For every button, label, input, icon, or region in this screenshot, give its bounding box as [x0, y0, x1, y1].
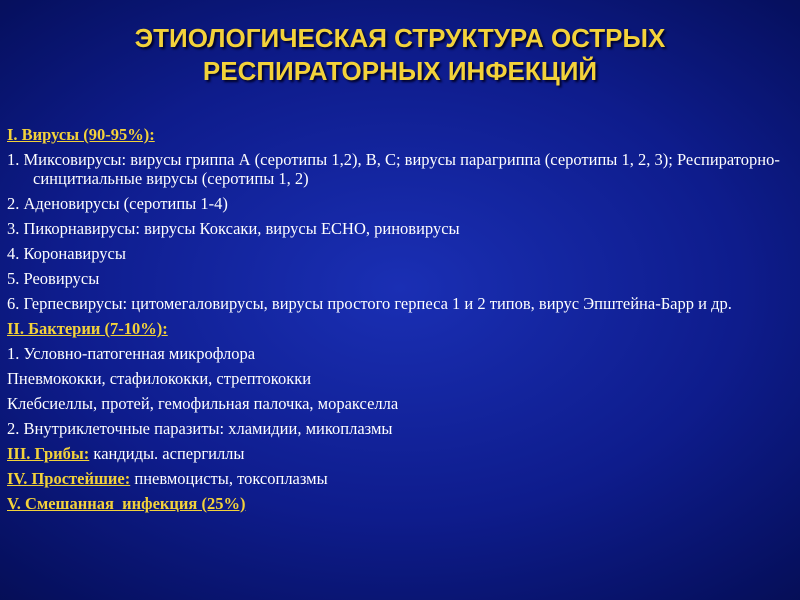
virus-item-adenoviruses: 2. Аденовирусы (серотипы 1-4) — [7, 194, 228, 213]
bacteria-heading — [7, 319, 793, 338]
virus-item-reoviruses: 5. Реовирусы — [7, 269, 100, 288]
slide-title — [0, 22, 800, 88]
virus-item-picornaviruses: 3. Пикорнавирусы: вирусы Коксаки, вирусы ЕСНО, риновирусы — [7, 219, 460, 238]
mixed-line — [7, 494, 793, 513]
bacteria-item-intracellular: 2. Внутриклеточные паразиты: хламидии, микоплазмы — [7, 419, 393, 438]
bacteria-item-opportunistic: 1. Условно-патогенная микрофлора — [7, 344, 256, 363]
virus-item-coronaviruses: 4. Коронавирусы — [7, 244, 126, 263]
bacteria-item-cocci: Пневмококки, стафилококки, стрептококки — [7, 369, 312, 388]
fungi-line — [7, 444, 793, 463]
slide-title-line-1: ЭТИОЛОГИЧЕСКАЯ СТРУКТУРА ОСТРЫХ — [134, 23, 666, 53]
fungi-text: кандиды. аспергиллы — [89, 444, 245, 463]
protozoa-text: пневмоцисты, токсоплазмы — [130, 469, 328, 488]
protozoa-heading: IV. Простейшие: — [7, 469, 131, 488]
virus-item-myxoviruses: 1. Миксовирусы: вирусы гриппа А (серотипы 1,2), В, С; вирусы парагриппа (серотипы 1, 2, 3); Респираторно-синцитиальные вирусы (серотипы 1, 2) — [7, 150, 780, 188]
bacteria-heading-text: II. Бактерии (7-10%): — [7, 319, 168, 338]
virus-item-herpesviruses: 6. Герпесвирусы: цитомегаловирусы, вирусы простого герпеса 1 и 2 типов, вирус Эпштейна-Барр и др. — [7, 294, 732, 313]
slide-content — [7, 125, 793, 519]
mixed-heading: V. Смешанная инфекция (25%) — [7, 494, 246, 513]
slide-title-line-2: РЕСПИРАТОРНЫХ ИНФЕКЦИЙ — [202, 56, 598, 86]
protozoa-line — [7, 469, 793, 488]
fungi-heading: III. Грибы: — [7, 444, 90, 463]
viruses-heading-text: I. Вирусы (90-95%): — [7, 125, 155, 144]
bacteria-item-gram-negative: Клебсиеллы, протей, гемофильная палочка, моракселла — [7, 394, 399, 413]
viruses-heading — [7, 125, 793, 144]
